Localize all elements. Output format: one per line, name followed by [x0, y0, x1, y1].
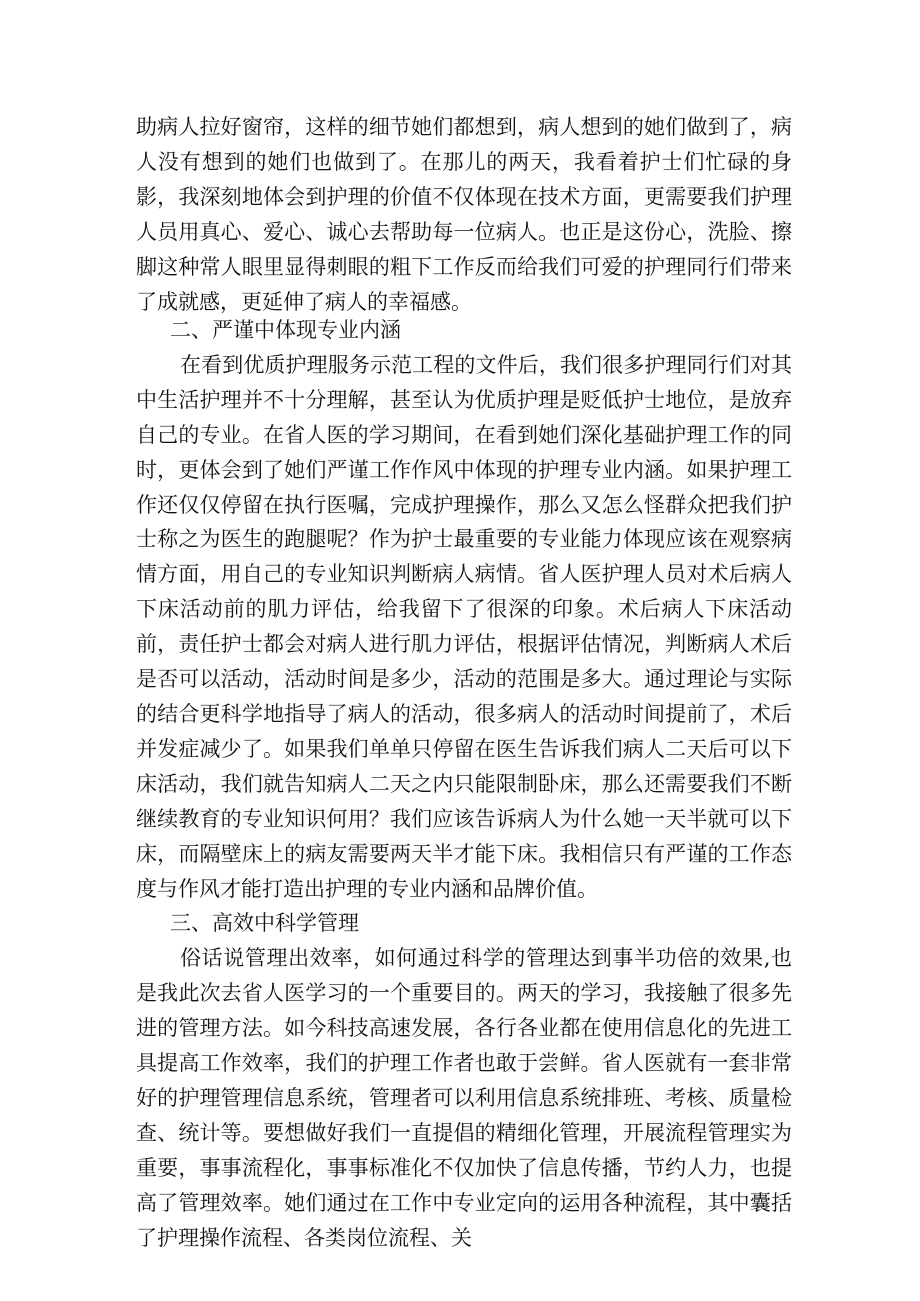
- body-paragraph-section-3: 俗话说管理出效率，如何通过科学的管理达到事半功倍的效果,也是我此次去省人医学习的一个重要目的。两天的学习，我接触了很多先进的管理方法。如今科技高速发展，各行各业都在使用信息化的先进工具提高工作效率，我们的护理工作者也敢于尝鲜。省人医就有一套非常好的护理管理信息系统，管理者可以利用信息系统排班、考核、质量检查、统计等。要想做好我们一直提倡的精细化管理，开展流程管理实为重要，事事流程化，事事标准化不仅加快了信息传播，节约人力，也提高了管理效率。她们通过在工作中专业定向的运用各种流程，其中囊括了护理操作流程、各类岗位流程、关: [136, 946, 792, 1250]
- section-heading-3: 三、高效中科学管理: [170, 911, 359, 936]
- body-paragraph-section-2: 在看到优质护理服务示范工程的文件后，我们很多护理同行们对其中生活护理并不十分理解，甚至认为优质护理是贬低护士地位，是放弃自己的专业。在省人医的学习期间，在看到她们深化基础护理工作的同时，更体会到了她们严谨工作作风中体现的护理专业内涵。如果护理工作还仅仅停留在执行医嘱，完成护理操作，那么又怎么怪群众把我们护士称之为医生的跑腿呢？作为护士最重要的专业能力体现应该在观察病情方面，用自己的专业知识判断病人病情。省人医护理人员对术后病人下床活动前的肌力评估，给我留下了很深的印象。术后病人下床活动前，责任护士都会对病人进行肌力评估，根据评估情况，判断病人术后是否可以活动，活动时间是多少，活动的范围是多大。通过理论与实际的结合更科学地指导了病人的活动，很多病人的活动时间提前了，术后并发症减少了。如果我们单单只停留在医生告诉我们病人二天后可以下床活动，我们就告知病人二天之内只能限制卧床，那么还需要我们不断继续教育的专业知识何用？我们应该告诉病人为什么她一天半就可以下床，而隔壁床上的病友需要两天半才能下床。我相信只有严谨的工作态度与作风才能打造出护理的专业内涵和品牌价值。: [136, 352, 792, 901]
- body-paragraph-continued: 助病人拉好窗帘，这样的细节她们都想到，病人想到的她们做到了，病人没有想到的她们也做到了。在那儿的两天，我看着护士们忙碌的身影，我深刻地体会到护理的价值不仅体现在技术方面，更需要我们护理人员用真心、爱心、诚心去帮助每一位病人。也正是这份心，洗脸、擦脚这种常人眼里显得刺眼的粗下工作反而给我们可爱的护理同行们带来了成就感，更延伸了病人的幸福感。: [136, 115, 792, 314]
- section-heading-2: 二、严谨中体现专业内涵: [170, 318, 401, 342]
- document-body: [136, 313, 792, 1255]
